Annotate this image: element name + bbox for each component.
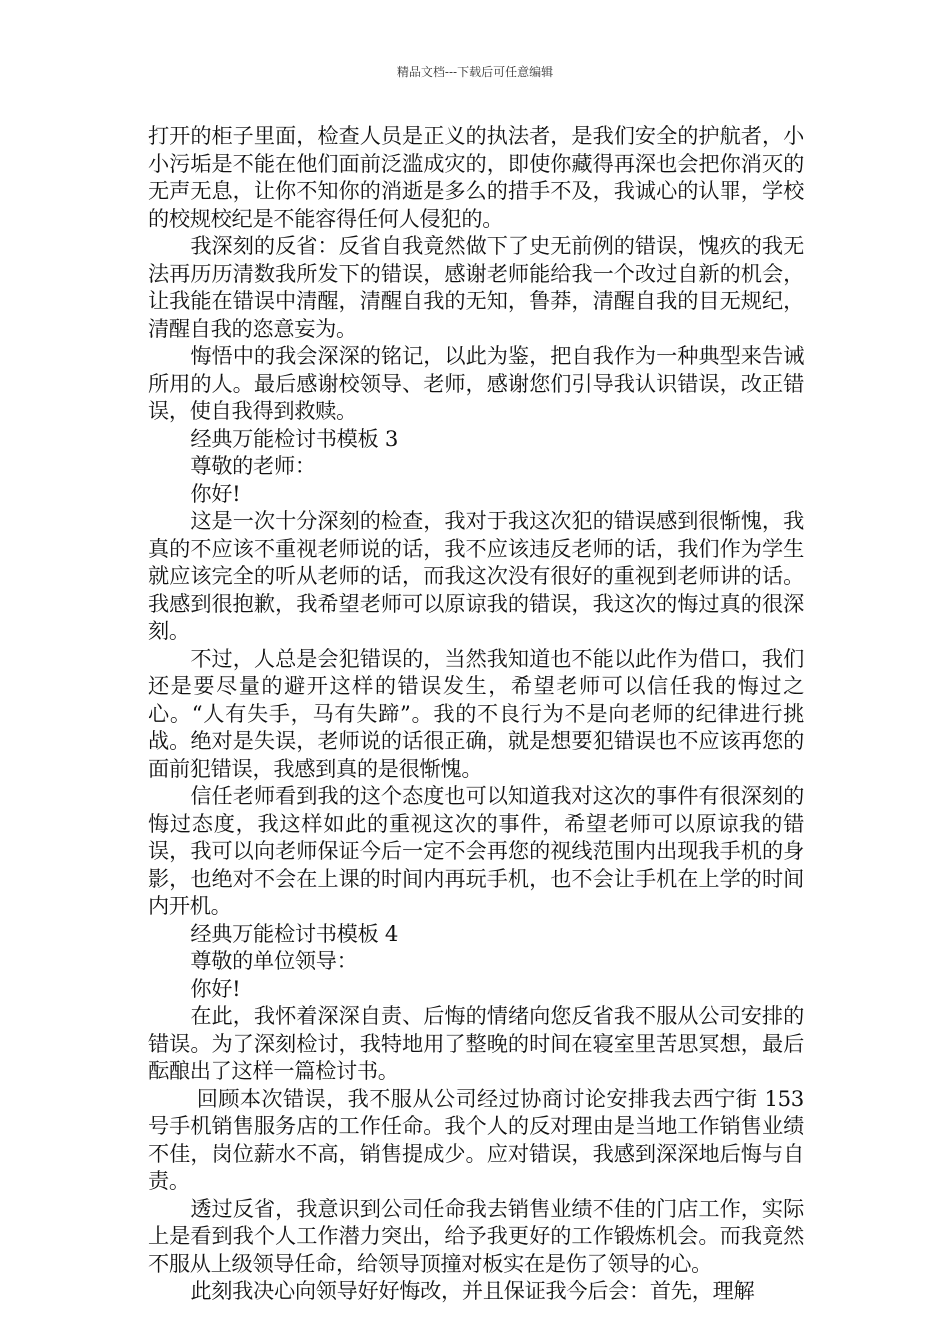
section-title-template-3: 经典万能检讨书模板 3 bbox=[190, 425, 398, 451]
paragraph-intro: 在此，我怀着深深自责、后悔的情绪向您反省我不服从公司安排的错误。为了深刻检讨，我特地用了整晚的时间在寝室里苦思冥想，最后酝酿出了这样一篇检讨书。 bbox=[148, 1003, 804, 1083]
greeting: 你好! bbox=[190, 975, 241, 1001]
paragraph-reflection: 我深刻的反省：反省自我竟然做下了史无前例的错误，愧疚的我无法再历历清数我所发下的错误，感谢老师能给我一个改过自新的机会，让我能在错误中清醒，清醒自我的无知，鲁莽，清醒自我的目无规纪，清醒自我的恣意妄为。 bbox=[148, 233, 804, 341]
greeting: 你好! bbox=[190, 480, 241, 506]
paragraph-review: 回顾本次错误，我不服从公司经过协商讨论安排我去西宁街 153 号手机销售服务店的工作任命。我个人的反对理由是当地工作销售业绩不佳，岗位薪水不高，销售提成少。应对错误，我感到深深地后悔与自责。 bbox=[148, 1085, 804, 1193]
paragraph-realization: 透过反省，我意识到公司任命我去销售业绩不佳的门店工作，实际上是看到我个人工作潜力突出，给予我更好的工作锻炼机会。而我竟然不服从上级领导任命，给领导顶撞对板实在是伤了领导的心。 bbox=[148, 1195, 804, 1276]
paragraph-apology: 这是一次十分深刻的检查，我对于我这次犯的错误感到很惭愧，我真的不应该不重视老师说的话，我不应该违反老师的话，我们作为学生就应该完全的听从老师的话，而我这次没有很好的重视到老师讲的话。我感到很抱歉，我希望老师可以原谅我的错误，我这次的悔过真的很深刻。 bbox=[148, 508, 804, 643]
paragraph-promise: 信任老师看到我的这个态度也可以知道我对这次的事件有很深刻的悔过态度，我这样如此的重视这次的事件，希望老师可以原谅我的错误，我可以向老师保证今后一定不会再您的视线范围内出现我手机的身影，也绝对不会在上课的时间内再玩手机，也不会让手机在上学的时间内开机。 bbox=[148, 783, 804, 918]
salutation-leader: 尊敬的单位领导： bbox=[190, 948, 358, 973]
paragraph-mistake: 不过，人总是会犯错误的，当然我知道也不能以此作为借口，我们还是要尽量的避开这样的错误发生，希望老师可以信任我的悔过之心。“人有失手，马有失蹄”。我的不良行为不是向老师的纪律进行挑战。绝对是失误，老师说的话很正确，就是想要犯错误也不应该再您的面前犯错误，我感到真的是很惭愧。 bbox=[148, 645, 804, 781]
document-body bbox=[148, 122, 804, 1305]
paragraph-resolution: 此刻我决心向领导好好悔改，并且保证我今后会：首先，理解 bbox=[190, 1278, 755, 1303]
paragraph-closing: 悔悟中的我会深深的铭记，以此为鉴，把自我作为一种典型来告诫所用的人。最后感谢校领导、老师，感谢您们引导我认识错误，改正错误，使自我得到救赎。 bbox=[148, 343, 804, 423]
page-header: 精品文档---下载后可任意编辑 bbox=[396, 65, 554, 79]
salutation-teacher: 尊敬的老师： bbox=[190, 453, 316, 478]
paragraph-continuation: 打开的柜子里面，检查人员是正义的执法者，是我们安全的护航者，小小污垢是不能在他们面前泛滥成灾的，即使你藏得再深也会把你消灭的无声无息，让你不知你的消逝是多么的措手不及，我诚心的认罪，学校的校规校纪是不能容得任何人侵犯的。 bbox=[148, 123, 804, 231]
section-title-template-4: 经典万能检讨书模板 4 bbox=[190, 920, 398, 946]
